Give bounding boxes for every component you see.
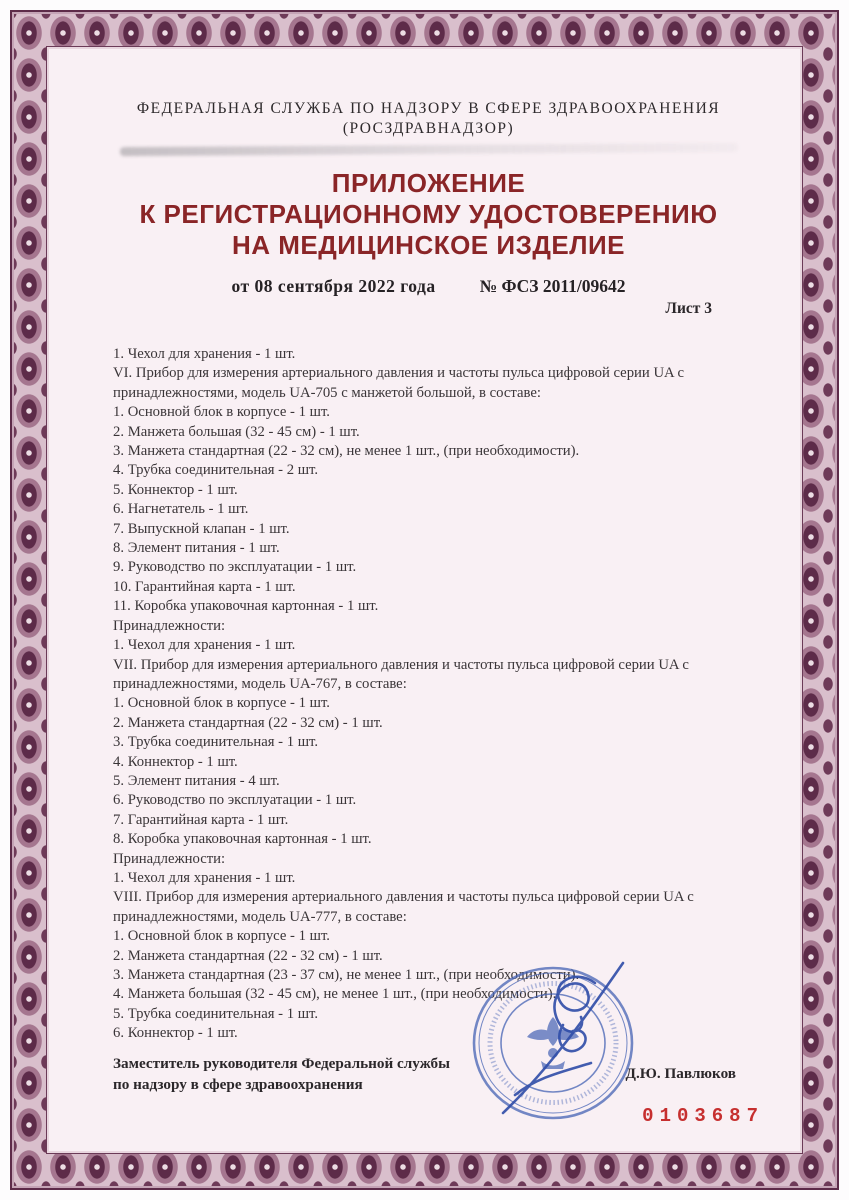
document-text-line: 3. Манжета стандартная (23 - 37 см), не менее 1 шт., (при необходимости). bbox=[113, 967, 580, 983]
document-text-line: 5. Трубка соединительная - 1 шт. bbox=[113, 1005, 319, 1022]
document-text-line: 9. Руководство по эксплуатации - 1 шт. bbox=[113, 559, 357, 576]
document-text-line: 7. Выпускной клапан - 1 шт. bbox=[113, 520, 290, 537]
agency-name-line1: ФЕДЕРАЛЬНАЯ СЛУЖБА ПО НАДЗОРУ В СФЕРЕ ЗДРАВООХРАНЕНИЯ bbox=[136, 100, 721, 117]
document-title-line3: НА МЕДИЦИНСКОЕ ИЗДЕЛИЕ bbox=[232, 230, 625, 260]
document-text-line: 11. Коробка упаковочная картонная - 1 шт. bbox=[113, 598, 379, 615]
sheet-number: Лист 3 bbox=[665, 300, 712, 317]
document-text-line: 7. Гарантийная карта - 1 шт. bbox=[113, 811, 289, 828]
signatory-title-line1: Заместитель руководителя Федеральной службы bbox=[113, 1054, 450, 1072]
document-text-line: VI. Прибор для измерения артериального давления и частоты пульса цифровой серии UA с принадлежностями, модель UA-705 с манжетой большой, в составе: bbox=[113, 365, 685, 401]
document-text-line: 3. Манжета стандартная (22 - 32 см), не менее 1 шт., (при необходимости). bbox=[113, 443, 580, 460]
document-text-line: 10. Гарантийная карта - 1 шт. bbox=[113, 578, 296, 595]
document-text-line: 1. Чехол для хранения - 1 шт. bbox=[113, 869, 296, 886]
agency-name bbox=[113, 99, 744, 139]
serial-number: 0103687 bbox=[642, 1105, 764, 1127]
document-text-line: 1. Основной блок в корпусе - 1 шт. bbox=[113, 404, 330, 421]
document-title bbox=[113, 168, 744, 261]
document-text-line: 1. Основной блок в корпусе - 1 шт. bbox=[113, 695, 330, 712]
document-text-line: 5. Элемент питания - 4 шт. bbox=[113, 772, 280, 789]
signatory-title bbox=[113, 1053, 450, 1095]
signature-block bbox=[113, 1053, 744, 1095]
signatory-name: Д.Ю. Павлюков bbox=[625, 1065, 736, 1083]
signatory-title-line2: по надзору в сфере здравоохранения bbox=[113, 1075, 363, 1093]
agency-name-line2: (РОСЗДРАВНАДЗОР) bbox=[342, 120, 515, 137]
document-text-line: 4. Трубка соединительная - 2 шт. bbox=[113, 462, 319, 479]
document-text-line: VII. Прибор для измерения артериального давления и частоты пульса цифровой серии UA с принадлежностями, модель UA-767, в составе: bbox=[113, 656, 689, 692]
document-meta bbox=[113, 276, 744, 297]
document-text-line: Принадлежности: bbox=[113, 617, 226, 634]
document-text-line: 6. Руководство по эксплуатации - 1 шт. bbox=[113, 792, 357, 809]
document-sheet bbox=[46, 46, 803, 1154]
document-title-line1: ПРИЛОЖЕНИЕ bbox=[331, 168, 526, 198]
scan-smudge-artifact bbox=[119, 143, 737, 156]
document-text-line: 8. Коробка упаковочная картонная - 1 шт. bbox=[113, 831, 372, 848]
document-text-line: 8. Элемент питания - 1 шт. bbox=[113, 540, 280, 557]
document-text-line: 4. Манжета большая (32 - 45 см), не менее 1 шт., (при необходимости). bbox=[113, 986, 557, 1003]
document-text-line: 2. Манжета стандартная (22 - 32 см) - 1 шт. bbox=[113, 714, 383, 731]
document-body bbox=[113, 345, 744, 1044]
document-text-line: 2. Манжета большая (32 - 45 см) - 1 шт. bbox=[113, 423, 360, 440]
document-title-line2: К РЕГИСТРАЦИОННОМУ УДОСТОВЕРЕНИЮ bbox=[139, 199, 718, 229]
document-text-line: VIII. Прибор для измерения артериального давления и частоты пульса цифровой серии UA с принадлежностями, модель UA-777, в составе: bbox=[113, 889, 694, 925]
document-text-line: 6. Коннектор - 1 шт. bbox=[113, 1025, 238, 1042]
document-text-line: 1. Основной блок в корпусе - 1 шт. bbox=[113, 928, 330, 945]
document-text-line: 1. Чехол для хранения - 1 шт. bbox=[113, 637, 296, 654]
document-text-line: 5. Коннектор - 1 шт. bbox=[113, 481, 238, 498]
issue-date: от 08 сентября 2022 года bbox=[231, 276, 436, 296]
document-text-line: 2. Манжета стандартная (22 - 32 см) - 1 шт. bbox=[113, 947, 383, 964]
document-text-line: 4. Коннектор - 1 шт. bbox=[113, 753, 238, 770]
document-text-line: 6. Нагнетатель - 1 шт. bbox=[113, 501, 249, 518]
document-text-line: 1. Чехол для хранения - 1 шт. bbox=[113, 346, 296, 362]
document-text-line: Принадлежности: bbox=[113, 850, 226, 867]
document-text-line: 3. Трубка соединительная - 1 шт. bbox=[113, 734, 319, 751]
certificate-number: № ФСЗ 2011/09642 bbox=[479, 276, 626, 296]
